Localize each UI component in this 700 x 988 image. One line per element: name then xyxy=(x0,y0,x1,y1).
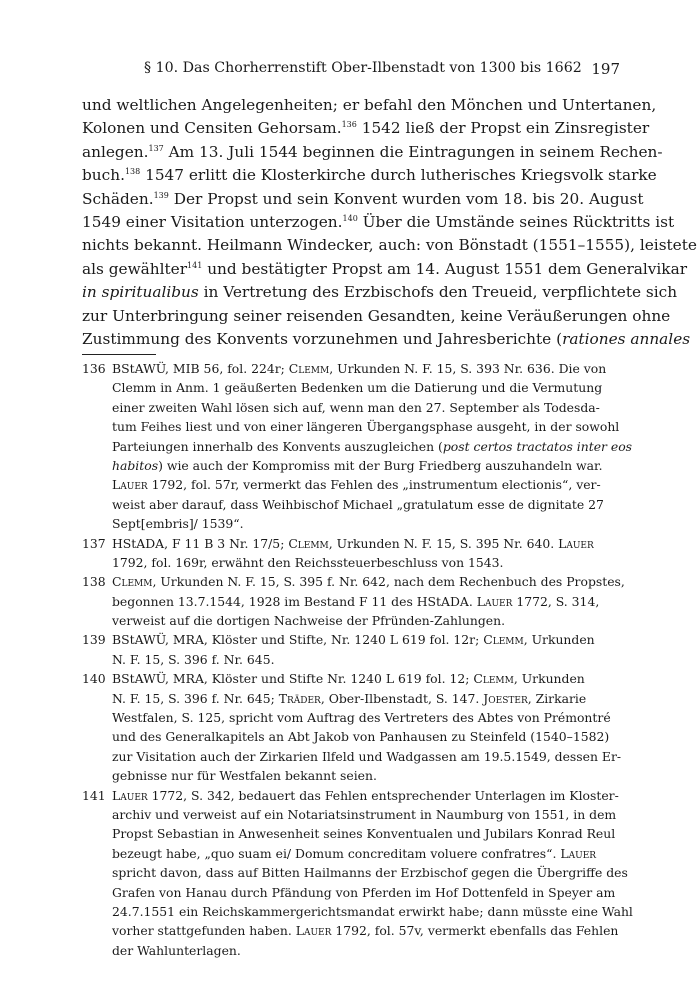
footnote xyxy=(82,630,620,669)
footnote-number: 136 xyxy=(82,361,106,376)
footnote xyxy=(82,359,633,534)
footnote-line: weist aber darauf, dass Weihbischof Michael „gratulatum esse de dignitate 27 xyxy=(112,496,604,512)
footnote-line: Grafen von Hanau durch Pfändung von Pferden im Hof Dottenfeld in Speyer am xyxy=(112,884,616,900)
footnote-line: bezeugt habe, „quo suam ei/ Domum concreditam voluere confratres“. Lauer xyxy=(112,845,597,861)
footnote-line: HStADA, F 11 B 3 Nr. 17/5; Clemm, Urkunden N. F. 15, S. 395 Nr. 640. Lauer xyxy=(112,535,594,551)
footnote-number: 140 xyxy=(82,671,106,687)
footnote-line: gebnisse nur für Westfalen bekannt seien. xyxy=(112,768,377,784)
footnotes xyxy=(82,359,633,960)
running-head xyxy=(82,60,620,82)
footnote-line: BStAWÜ, MRA, Klöster und Stifte Nr. 1240 L 619 fol. 12; Clemm, Urkunden xyxy=(112,671,585,687)
footnote-line: vorher stattgefunden haben. Lauer 1792, fol. 57v, vermerkt ebenfalls das Fehlen xyxy=(112,923,619,939)
footnote-number: 137 xyxy=(82,535,106,551)
footnote-line: Westfalen, S. 125, spricht vom Auftrag des Vertreters des Abtes von Prémontré xyxy=(112,710,611,726)
body-line: Zustimmung des Konvents vorzunehmen und Jahresberichte (rationes annales xyxy=(82,329,691,348)
body-line: Kolonen und Censiten Gehorsam.$^{136}$ 1542 ließ der Propst ein Zinsregister xyxy=(82,119,650,138)
footnote xyxy=(82,572,625,630)
footnote-line: verweist auf die dortigen Nachweise der Pfründen-Zahlungen. xyxy=(112,613,506,629)
footnote-line: Clemm in Anm. 1 geäußerten Bedenken um die Datierung und die Vermutung xyxy=(112,380,603,396)
footnote-line: N. F. 15, S. 396 f. Nr. 645. xyxy=(112,651,275,667)
footnote-line: tum Feihes liest und von einer längeren Übergangsphase ausgeht, in der sowohl xyxy=(112,419,620,435)
footnote-line: BStAWÜ, MRA, Klöster und Stifte, Nr. 1240 L 619 fol. 12r; Clemm, Urkunden xyxy=(112,632,595,648)
footnote xyxy=(82,786,633,961)
footnote-line: archiv und verweist auf ein Notariatsinstrument in Naumburg von 1551, in dem xyxy=(112,806,617,822)
footnote-line: Lauer 1772, S. 342, bedauert das Fehlen entsprechender Unterlagen im Kloster- xyxy=(112,787,619,803)
footnote-line: der Wahlunterlagen. xyxy=(112,942,241,958)
body-line: in spiritualibus in Vertretung des Erzbischofs den Treueid, verpflichtete sich xyxy=(82,283,678,302)
body-line: zur Unterbringung seiner reisenden Gesandten, keine Veräußerungen ohne xyxy=(82,306,671,325)
running-head-title: § 10. Das Chorherrenstift Ober-Ilbenstadt von 1300 bis 1662 xyxy=(144,60,582,76)
main-text xyxy=(82,94,697,351)
footnote-line: einer zweiten Wahl lösen sich auf, wenn man den 27. September als Todesda- xyxy=(112,399,600,415)
footnote-line: 24.7.1551 ein Reichskammergerichtsmandat erwirkt habe; dann müsste eine Wahl xyxy=(112,903,633,919)
footnote-line: BStAWÜ, MIB 56, fol. 224r; Clemm, Urkunden N. F. 15, S. 393 Nr. 636. Die von xyxy=(112,361,607,376)
body-line: 1549 einer Visitation unterzogen.$^{140}$ Über die Umstände seines Rücktritts ist xyxy=(82,212,675,231)
body-line: nichts bekannt. Heilmann Windecker, auch: von Bönstadt (1551–1555), leistete xyxy=(82,236,697,255)
footnote-line: N. F. 15, S. 396 f. Nr. 645; Träder, Ober-Ilbenstadt, S. 147. Joester, Zirkarie xyxy=(112,690,587,706)
footnote-number: 139 xyxy=(82,632,106,648)
footnote-line: Lauer 1792, fol. 57r, vermerkt das Fehlen des „instrumentum electionis“, ver- xyxy=(112,477,601,493)
body-line: als gewählter$^{141}$ und bestätigter Propst am 14. August 1551 dem Generalvikar xyxy=(82,259,688,278)
footnote-line: Sept[embris]/ 1539“. xyxy=(112,516,244,532)
body-line: Schäden.$^{139}$ Der Propst und sein Konvent wurden vom 18. bis 20. August xyxy=(82,189,644,208)
footnote-number: 141 xyxy=(82,787,106,803)
footnote-line: habitos) wie auch der Kompromiss mit der Burg Friedberg auszuhandeln war. xyxy=(112,457,603,473)
page-number: 197 xyxy=(591,60,620,78)
footnote-rule xyxy=(82,354,156,355)
footnote-line: Parteiungen innerhalb des Konvents auszugleichen (post certos tractatos inter eos xyxy=(112,438,633,454)
footnote-line: begonnen 13.7.1544, 1928 im Bestand F 11 des HStADA. Lauer 1772, S. 314, xyxy=(112,593,600,609)
footnote-line: spricht davon, dass auf Bitten Hailmanns der Erzbischof gegen die Übergriffe des xyxy=(112,865,628,881)
footnote xyxy=(82,669,620,785)
footnote-line: zur Visitation auch der Zirkarien Ilfeld und Wadgassen am 19.5.1549, dessen Er- xyxy=(112,748,622,764)
footnote-number: 138 xyxy=(82,574,106,590)
footnote-line: Propst Sebastian in Anwesenheit seines Konventualen und Jubilars Konrad Reul xyxy=(112,826,616,842)
body-line: und weltlichen Angelegenheiten; er befahl den Mönchen und Untertanen, xyxy=(82,96,657,114)
footnote xyxy=(82,534,620,573)
footnote-line: 1792, fol. 169r, erwähnt den Reichssteuerbeschluss von 1543. xyxy=(112,554,504,570)
body-line: buch.$^{138}$ 1547 erlitt die Klosterkirche durch lutherisches Kriegsvolk starke xyxy=(82,166,657,185)
footnote-line: und des Generalkapitels an Abt Jakob von Panhausen zu Steinfeld (1540–1582) xyxy=(112,729,610,745)
body-line: anlegen.$^{137}$ Am 13. Juli 1544 beginnen die Eintragungen in seinem Rechen- xyxy=(82,142,663,161)
footnote-line: Clemm, Urkunden N. F. 15, S. 395 f. Nr. 642, nach dem Rechenbuch des Propstes, xyxy=(112,574,625,590)
